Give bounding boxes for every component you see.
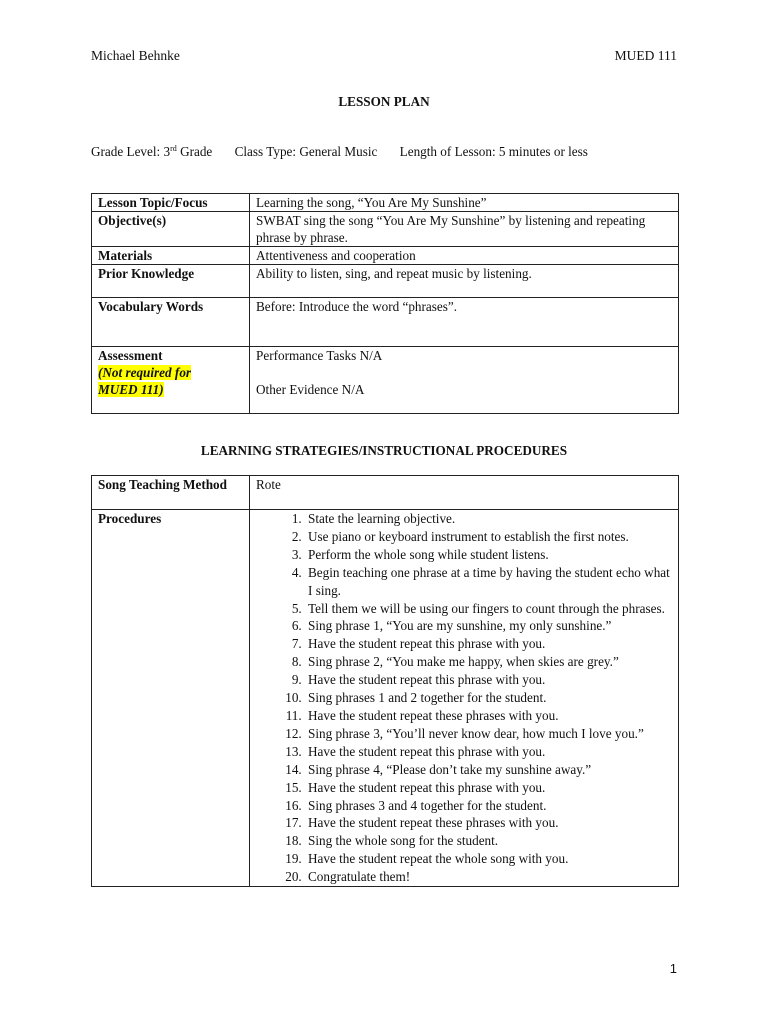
prior-knowledge-label: Prior Knowledge <box>92 265 250 298</box>
table-row <box>92 265 679 298</box>
procedure-step: 3. Perform the whole song while student listens. <box>305 546 674 564</box>
table-row <box>92 476 679 510</box>
vocabulary-label: Vocabulary Words <box>92 298 250 347</box>
author-name: Michael Behnke <box>91 48 180 63</box>
prior-knowledge-value: Ability to listen, sing, and repeat music by listening. <box>250 265 679 298</box>
table-row <box>92 298 679 347</box>
procedure-step: 18. Sing the whole song for the student. <box>305 832 674 850</box>
assessment-value <box>250 347 679 414</box>
procedure-step: 10. Sing phrases 1 and 2 together for the student. <box>305 689 674 707</box>
assessment-cell <box>92 347 250 414</box>
class-type: Class Type: General Music <box>234 144 378 159</box>
objective-label: Objective(s) <box>92 212 250 247</box>
other-evidence: Other Evidence N/A <box>256 382 365 397</box>
procedure-step: 7. Have the student repeat this phrase with you. <box>305 635 674 653</box>
objective-value: SWBAT sing the song “You Are My Sunshine” by listening and repeating phrase by phrase. <box>250 212 679 247</box>
table-row <box>92 247 679 265</box>
table-row <box>92 194 679 212</box>
table-row <box>92 510 679 887</box>
procedure-table <box>91 475 679 887</box>
lesson-meta <box>91 144 588 160</box>
procedure-step: 9. Have the student repeat this phrase with you. <box>305 671 674 689</box>
procedure-step: 4. Begin teaching one phrase at a time by having the student echo what I sing. <box>305 564 674 600</box>
procedure-step: 6. Sing phrase 1, “You are my sunshine, my only sunshine.” <box>305 617 674 635</box>
course-code: MUED 111 <box>614 48 677 63</box>
procedure-step: 12. Sing phrase 3, “You’ll never know dear, how much I love you.” <box>305 725 674 743</box>
materials-value: Attentiveness and cooperation <box>250 247 679 265</box>
topic-value: Learning the song, “You Are My Sunshine” <box>250 194 679 212</box>
page-title: LESSON PLAN <box>338 94 430 109</box>
table-row <box>92 212 679 247</box>
vocabulary-value: Before: Introduce the word “phrases”. <box>250 298 679 347</box>
procedure-step: 13. Have the student repeat this phrase with you. <box>305 743 674 761</box>
table-row <box>92 347 679 414</box>
procedure-step: 20. Congratulate them! <box>305 868 674 886</box>
method-value: Rote <box>250 476 679 510</box>
materials-label: Materials <box>92 247 250 265</box>
procedure-step: 8. Sing phrase 2, “You make me happy, when skies are grey.” <box>305 653 674 671</box>
procedure-step: 15. Have the student repeat this phrase with you. <box>305 779 674 797</box>
procedure-step: 14. Sing phrase 4, “Please don’t take my sunshine away.” <box>305 761 674 779</box>
procedures-label: Procedures <box>92 510 250 887</box>
topic-label: Lesson Topic/Focus <box>92 194 250 212</box>
procedure-step: 11. Have the student repeat these phrases with you. <box>305 707 674 725</box>
procedure-step: 1. State the learning objective. <box>305 510 674 528</box>
procedures-cell <box>250 510 679 887</box>
section-title: LEARNING STRATEGIES/INSTRUCTIONAL PROCEDURES <box>200 443 568 458</box>
page-number: 1 <box>669 961 677 976</box>
procedure-list <box>256 510 674 886</box>
assessment-label: Assessment <box>98 348 163 363</box>
grade-level: Grade Level: 3rd Grade <box>91 144 213 159</box>
procedure-step: 19. Have the student repeat the whole song with you. <box>305 850 674 868</box>
procedure-step: 5. Tell them we will be using our fingers to count through the phrases. <box>305 600 674 618</box>
performance-tasks: Performance Tasks N/A <box>256 348 383 363</box>
assessment-note: (Not required for MUED 111) <box>98 365 192 397</box>
procedure-step: 2. Use piano or keyboard instrument to establish the first notes. <box>305 528 674 546</box>
lesson-info-table <box>91 193 679 414</box>
procedure-step: 17. Have the student repeat these phrases with you. <box>305 814 674 832</box>
lesson-length: Length of Lesson: 5 minutes or less <box>399 144 588 159</box>
method-label: Song Teaching Method <box>92 476 250 510</box>
procedure-step: 16. Sing phrases 3 and 4 together for the student. <box>305 797 674 815</box>
